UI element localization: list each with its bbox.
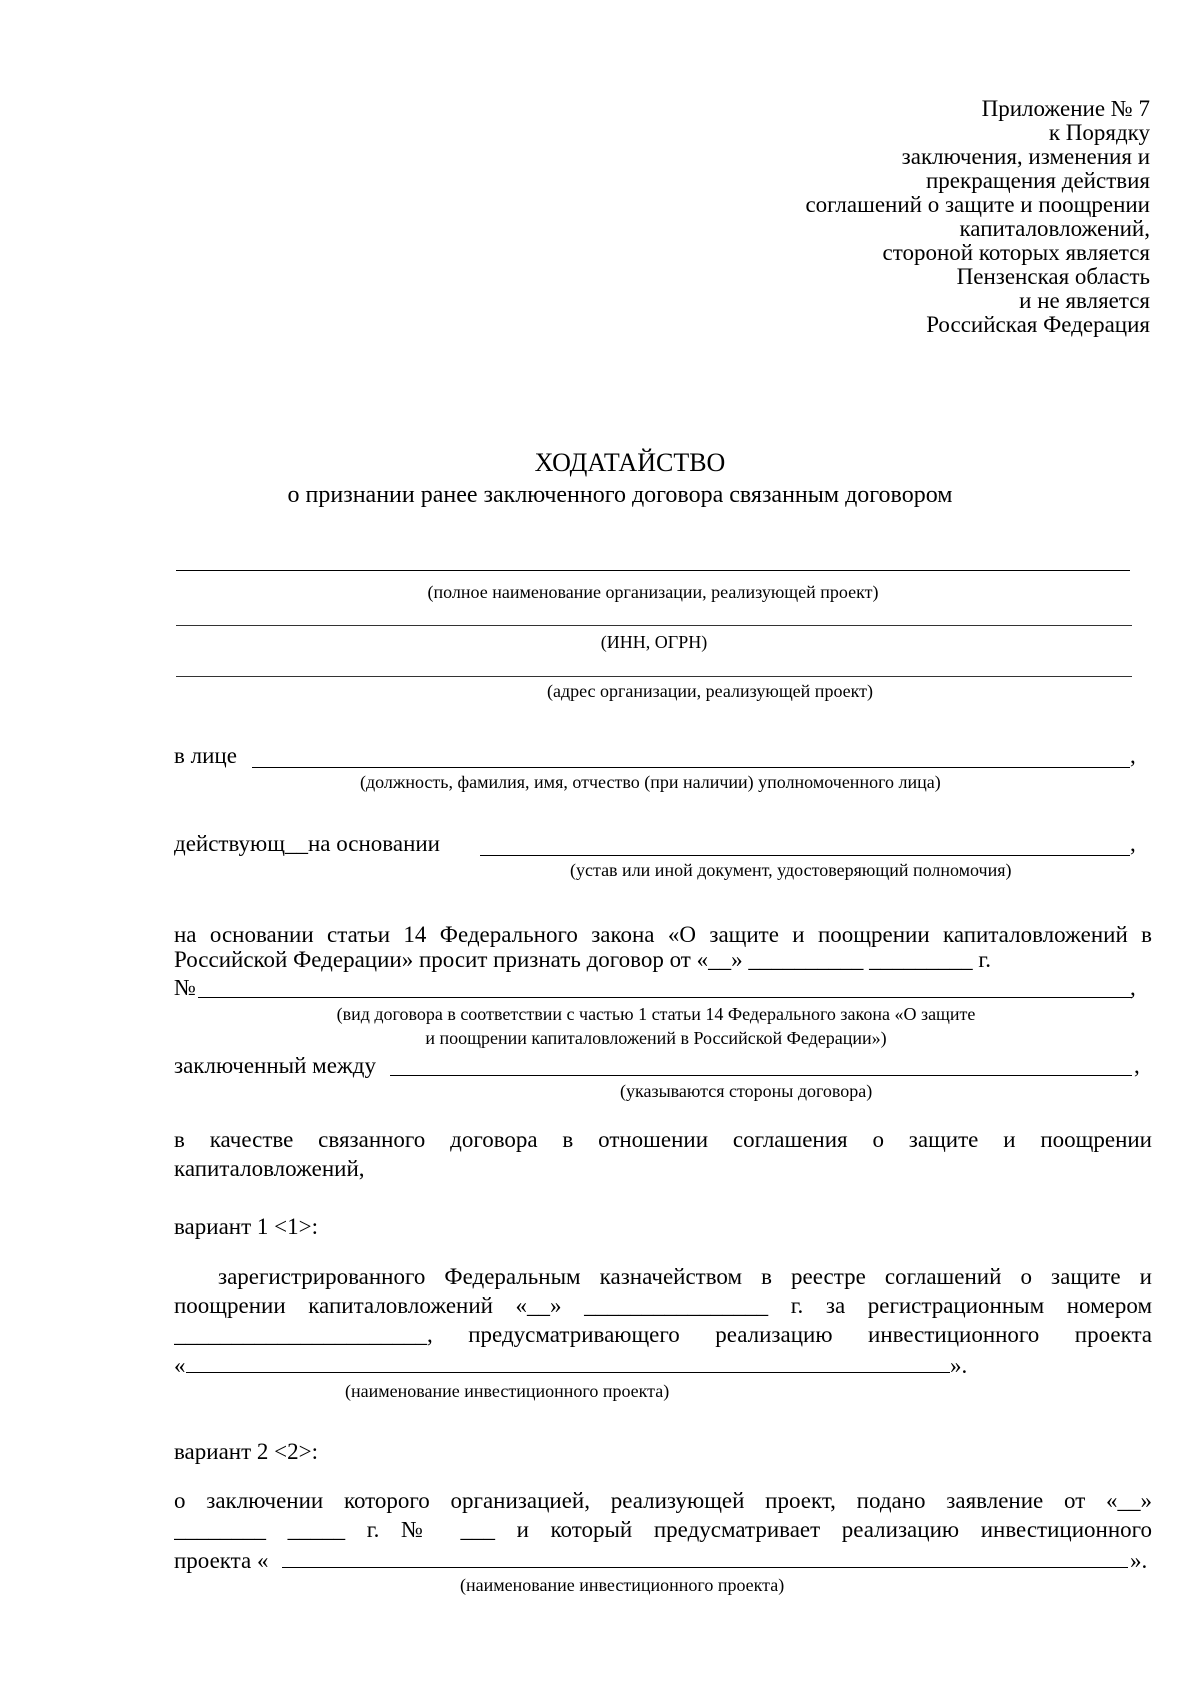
variant-1-heading: вариант 1 <1>: (174, 1214, 318, 1239)
appendix-line: и не является (1019, 288, 1150, 313)
comma: , (1130, 975, 1136, 1000)
acting-caption: (устав или иной документ, удостоверяющий полномочия) (570, 860, 1012, 880)
parties-line (390, 1075, 1132, 1076)
contract-type-caption: и поощрении капиталовложений в Российской Федерации») (425, 1028, 887, 1048)
comma: , (1130, 743, 1136, 768)
comma: , (1130, 831, 1136, 856)
variant-2-line-1: о заключении которого организацией, реализующей проект, подано заявление от «__» (174, 1488, 1152, 1513)
close-quote: ». (1130, 1548, 1148, 1573)
concluded-label: заключенный между (174, 1053, 377, 1078)
appendix-line: соглашений о защите и поощрении (805, 192, 1150, 217)
document-title: ХОДАТАЙСТВО (534, 448, 726, 477)
law-line-2: Российской Федерации» просит признать договор от «__» __________ _________ г. (174, 947, 991, 972)
org-name-caption: (полное наименование организации, реализующей проект) (427, 582, 879, 602)
appendix-line: к Порядку (1048, 120, 1150, 145)
appendix-line: капиталовложений, (959, 216, 1150, 241)
contract-type-caption: (вид договора в соответствии с частью 1 статьи 14 Федерального закона «О защите (336, 1004, 976, 1024)
project-name-line (186, 1372, 950, 1373)
parties-caption: (указываются стороны договора) (620, 1081, 873, 1101)
appendix-line: Российская Федерация (926, 312, 1150, 337)
acting-label: действующ__на основании (174, 831, 440, 856)
represented-caption: (должность, фамилия, имя, отчество (при наличии) уполномоченного лица) (360, 772, 941, 792)
variant-1-caption: (наименование инвестиционного проекта) (345, 1381, 670, 1401)
variant-2-heading: вариант 2 <2>: (174, 1439, 318, 1464)
represented-line (252, 767, 1130, 768)
variant-1-line-3: ______________________, предусматривающего реализацию инвестиционного проекта (174, 1322, 1152, 1347)
org-name-line (176, 570, 1130, 571)
appendix-line: стороной которых является (882, 240, 1150, 265)
close-quote: ». (950, 1353, 968, 1378)
variant-2-project-label: проекта « (174, 1548, 269, 1573)
address-caption: (адрес организации, реализующей проект) (546, 681, 874, 701)
acting-line (480, 855, 1130, 856)
variant-1-line-1: зарегистрированного Федеральным казначейством в реестре соглашений о защите и (218, 1264, 1152, 1289)
variant-2-line-2: ________ _____ г. № ___ и который предусматривает реализацию инвестиционного (174, 1517, 1152, 1542)
variant-1-line-2: поощрении капиталовложений «__» ________________ г. за регистрационным номером (174, 1293, 1152, 1318)
appendix-line: Пензенская область (956, 264, 1150, 289)
represented-label: в лице (174, 743, 237, 768)
document-subtitle: о признании ранее заключенного договора связанным договором (287, 482, 953, 508)
open-quote: « (174, 1353, 186, 1378)
comma: , (1134, 1053, 1140, 1078)
appendix-line: прекращения действия (926, 168, 1150, 193)
contract-type-line (198, 997, 1132, 998)
address-line (176, 676, 1132, 677)
inn-caption: (ИНН, ОГРН) (600, 632, 708, 652)
quality-line-1: в качестве связанного договора в отношении соглашения о защите и поощрении (174, 1127, 1152, 1152)
variant-2-caption: (наименование инвестиционного проекта) (460, 1575, 785, 1595)
number-label: № (174, 975, 196, 1000)
quality-line-2: капиталовложений, (174, 1156, 365, 1181)
law-line-1: на основании статьи 14 Федерального закона «О защите и поощрении капиталовложений в (174, 922, 1152, 947)
inn-line (176, 625, 1132, 626)
appendix-line: Приложение № 7 (981, 96, 1150, 121)
project-name-line (282, 1567, 1128, 1568)
appendix-line: заключения, изменения и (901, 144, 1150, 169)
